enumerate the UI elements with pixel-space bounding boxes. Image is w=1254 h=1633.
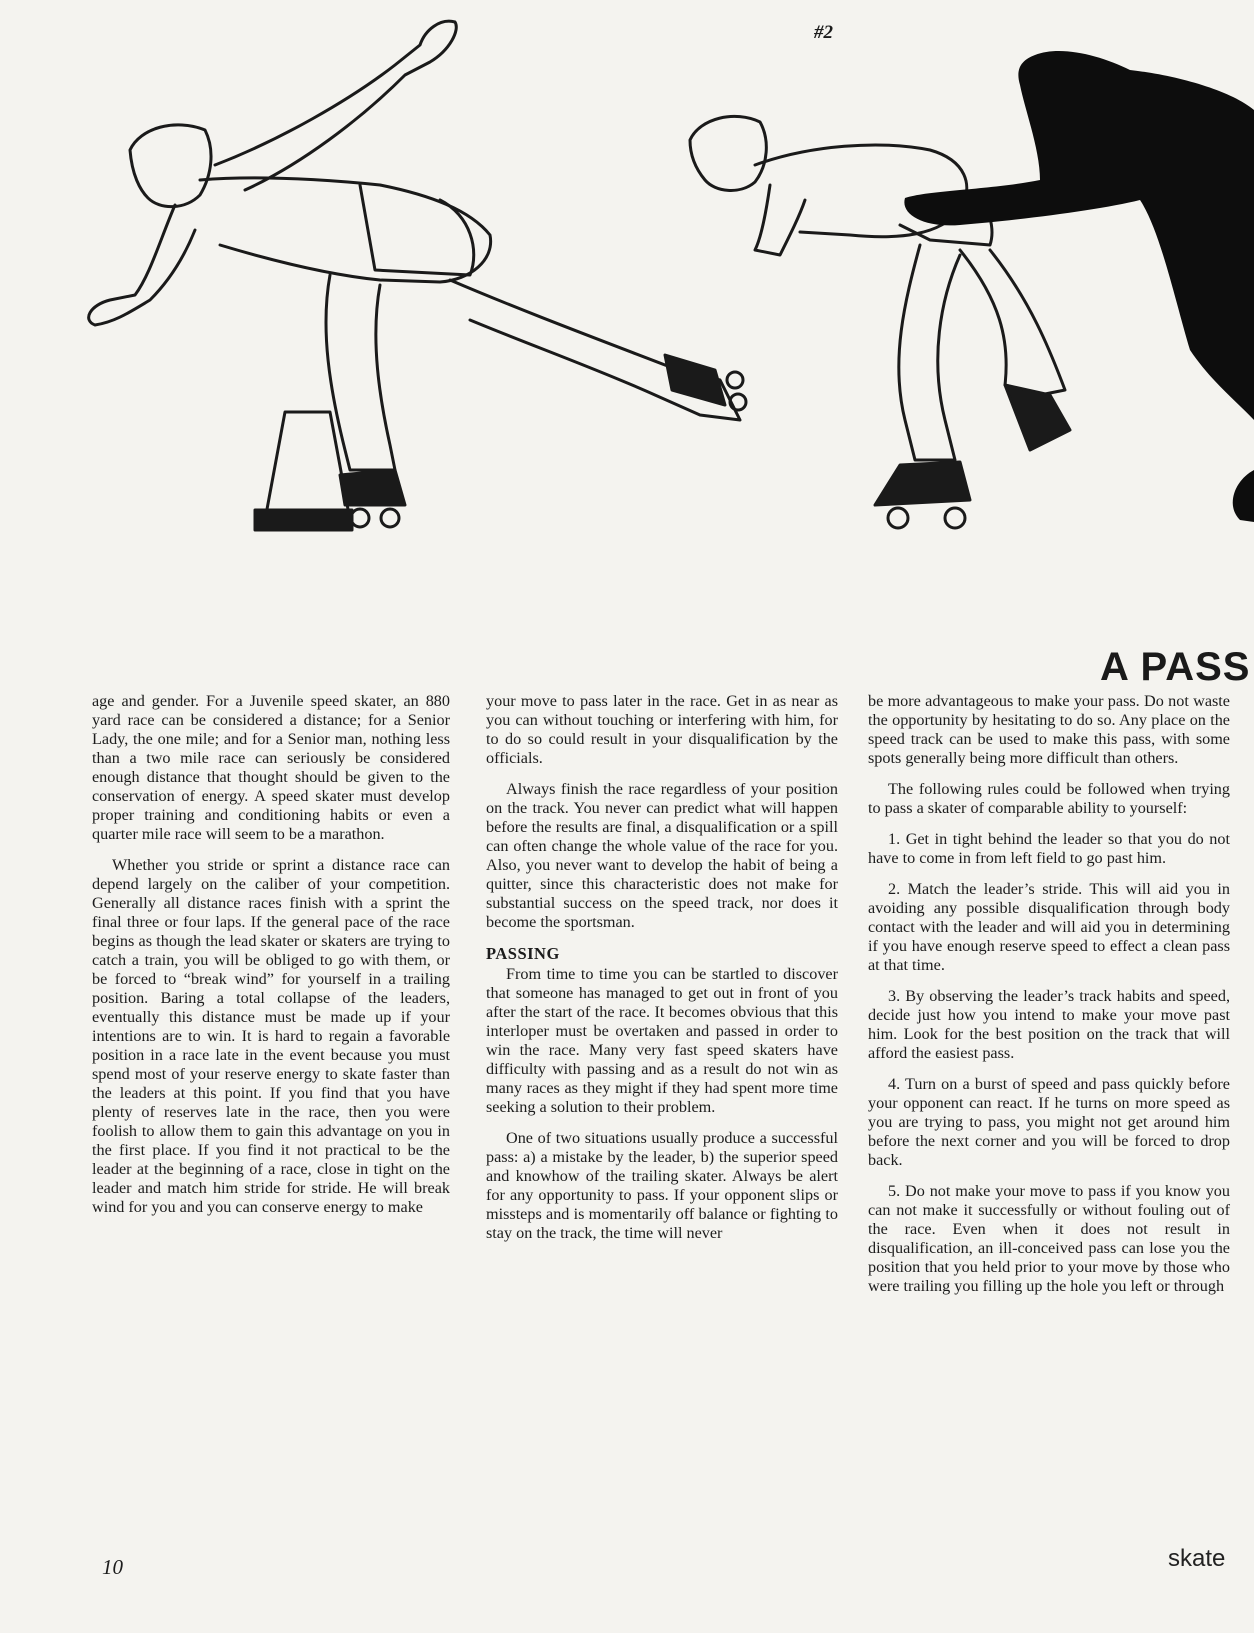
- paragraph: From time to time you can be startled to discover that someone has managed to get out in front of you after the start of the race. It becomes obvious that this interloper must be overtaken and passed in order to win the race. Many very fast speed skaters have difficulty with passing and as a result do not win as many races as they might if they had spent more time seeking a solution to their problem.: [486, 965, 838, 1116]
- magazine-name: skate: [1168, 1545, 1226, 1572]
- paragraph: Whether you stride or sprint a distance race can depend largely on the caliber of your competition. Generally all distance races finish with a sprint the final three or four laps. If the general pace of the race begins as though the lead skater or skaters are trying to catch a train, you will be obliged to go with them, or be forced to “break wind” for yourself in a trailing position. Baring a total collapse of the leaders, eventually this distance must be made up if your intentions are to win. It is hard to regain a favorable position in a race late in the event because you must spend most of your reserve energy to skate faster than the leaders at this point. If you find that you have plenty of reserves late in the race, then you were foolish to allow them to gain this advantage on you in the first place. If you find it not practical to be the leader at the beginning of a race, close in tight on the leader and match him stride for stride. He will break wind for you and you can conserve energy to make: [92, 856, 450, 1216]
- paragraph: your move to pass later in the race. Get in as near as you can without touching or interfering with him, for to do so could result in your disqualification by the officials.: [486, 692, 838, 767]
- paragraph: The following rules could be followed when trying to pass a skater of comparable ability to yourself:: [868, 780, 1230, 817]
- skater-left: [89, 21, 746, 527]
- text-column-2: [486, 692, 838, 1255]
- article-headline: A PASS: [1100, 645, 1251, 689]
- section-heading-passing: PASSING: [486, 944, 560, 963]
- skaters-illustration: [0, 0, 1254, 600]
- text-column-1: [92, 692, 450, 1229]
- rule-item: 5. Do not make your move to pass if you know you can not make it successfully or without fouling out of the race. Even when it does not result in disqualification, an ill-conceived pass can lose you the position that you held prior to your move by those who were trailing you filling up the hole you left or through: [868, 1182, 1230, 1295]
- rule-item: 2. Match the leader’s stride. This will aid you in avoiding any possible disqualification through body contact with the leader and will aid you in determining if you have enough reserve speed to effect a clean pass at that time.: [868, 880, 1230, 974]
- track-cone: [255, 412, 352, 530]
- rule-item: 1. Get in tight behind the leader so that you do not have to come in from left field to go past him.: [868, 830, 1230, 867]
- paragraph: age and gender. For a Juvenile speed skater, an 880 yard race can be considered a distance; for a Senior Lady, the one mile; and for a Senior man, nothing less than a two mile race can seriously be considered enough distance that thought should be given to the conservation of energy. A speed skater must develop proper training and conditioning habits or even a quarter mile race will seem to be a marathon.: [92, 692, 450, 843]
- skater-middle: [690, 116, 1070, 528]
- paragraph: One of two situations usually produce a successful pass: a) a mistake by the leader, b) the superior speed and knowhow of the trailing skater. Always be alert for any opportunity to pass. If your opponent slips or missteps and is momentarily off balance or fighting to stay on the track, the time will never: [486, 1129, 838, 1242]
- skater-silhouette: [904, 51, 1254, 522]
- paragraph: Always finish the race regardless of your position on the track. You never can predict what will happen before the results are final, a disqualification or a spill can often change the whole value of the race for you. Also, you never want to develop the habit of being a quitter, since this characteristic does not make for substantial success on the speed track, nor does it become the sportsman.: [486, 780, 838, 931]
- rule-item: 4. Turn on a burst of speed and pass quickly before your opponent can react. If he turns on more speed as you are trying to pass, you might not get around him before the next corner and you will be forced to drop back.: [868, 1075, 1230, 1169]
- paragraph: be more advantageous to make your pass. Do not waste the opportunity by hesitating to do so. Any place on the speed track can be used to make this pass, with some spots generally being more difficult than others.: [868, 692, 1230, 767]
- figure-label: #2: [814, 22, 833, 43]
- page-number: 10: [102, 1555, 123, 1579]
- rule-item: 3. By observing the leader’s track habits and speed, decide just how you intend to make your move past him. Look for the best position on the track that will afford the easiest pass.: [868, 987, 1230, 1062]
- text-column-3: [868, 692, 1230, 1308]
